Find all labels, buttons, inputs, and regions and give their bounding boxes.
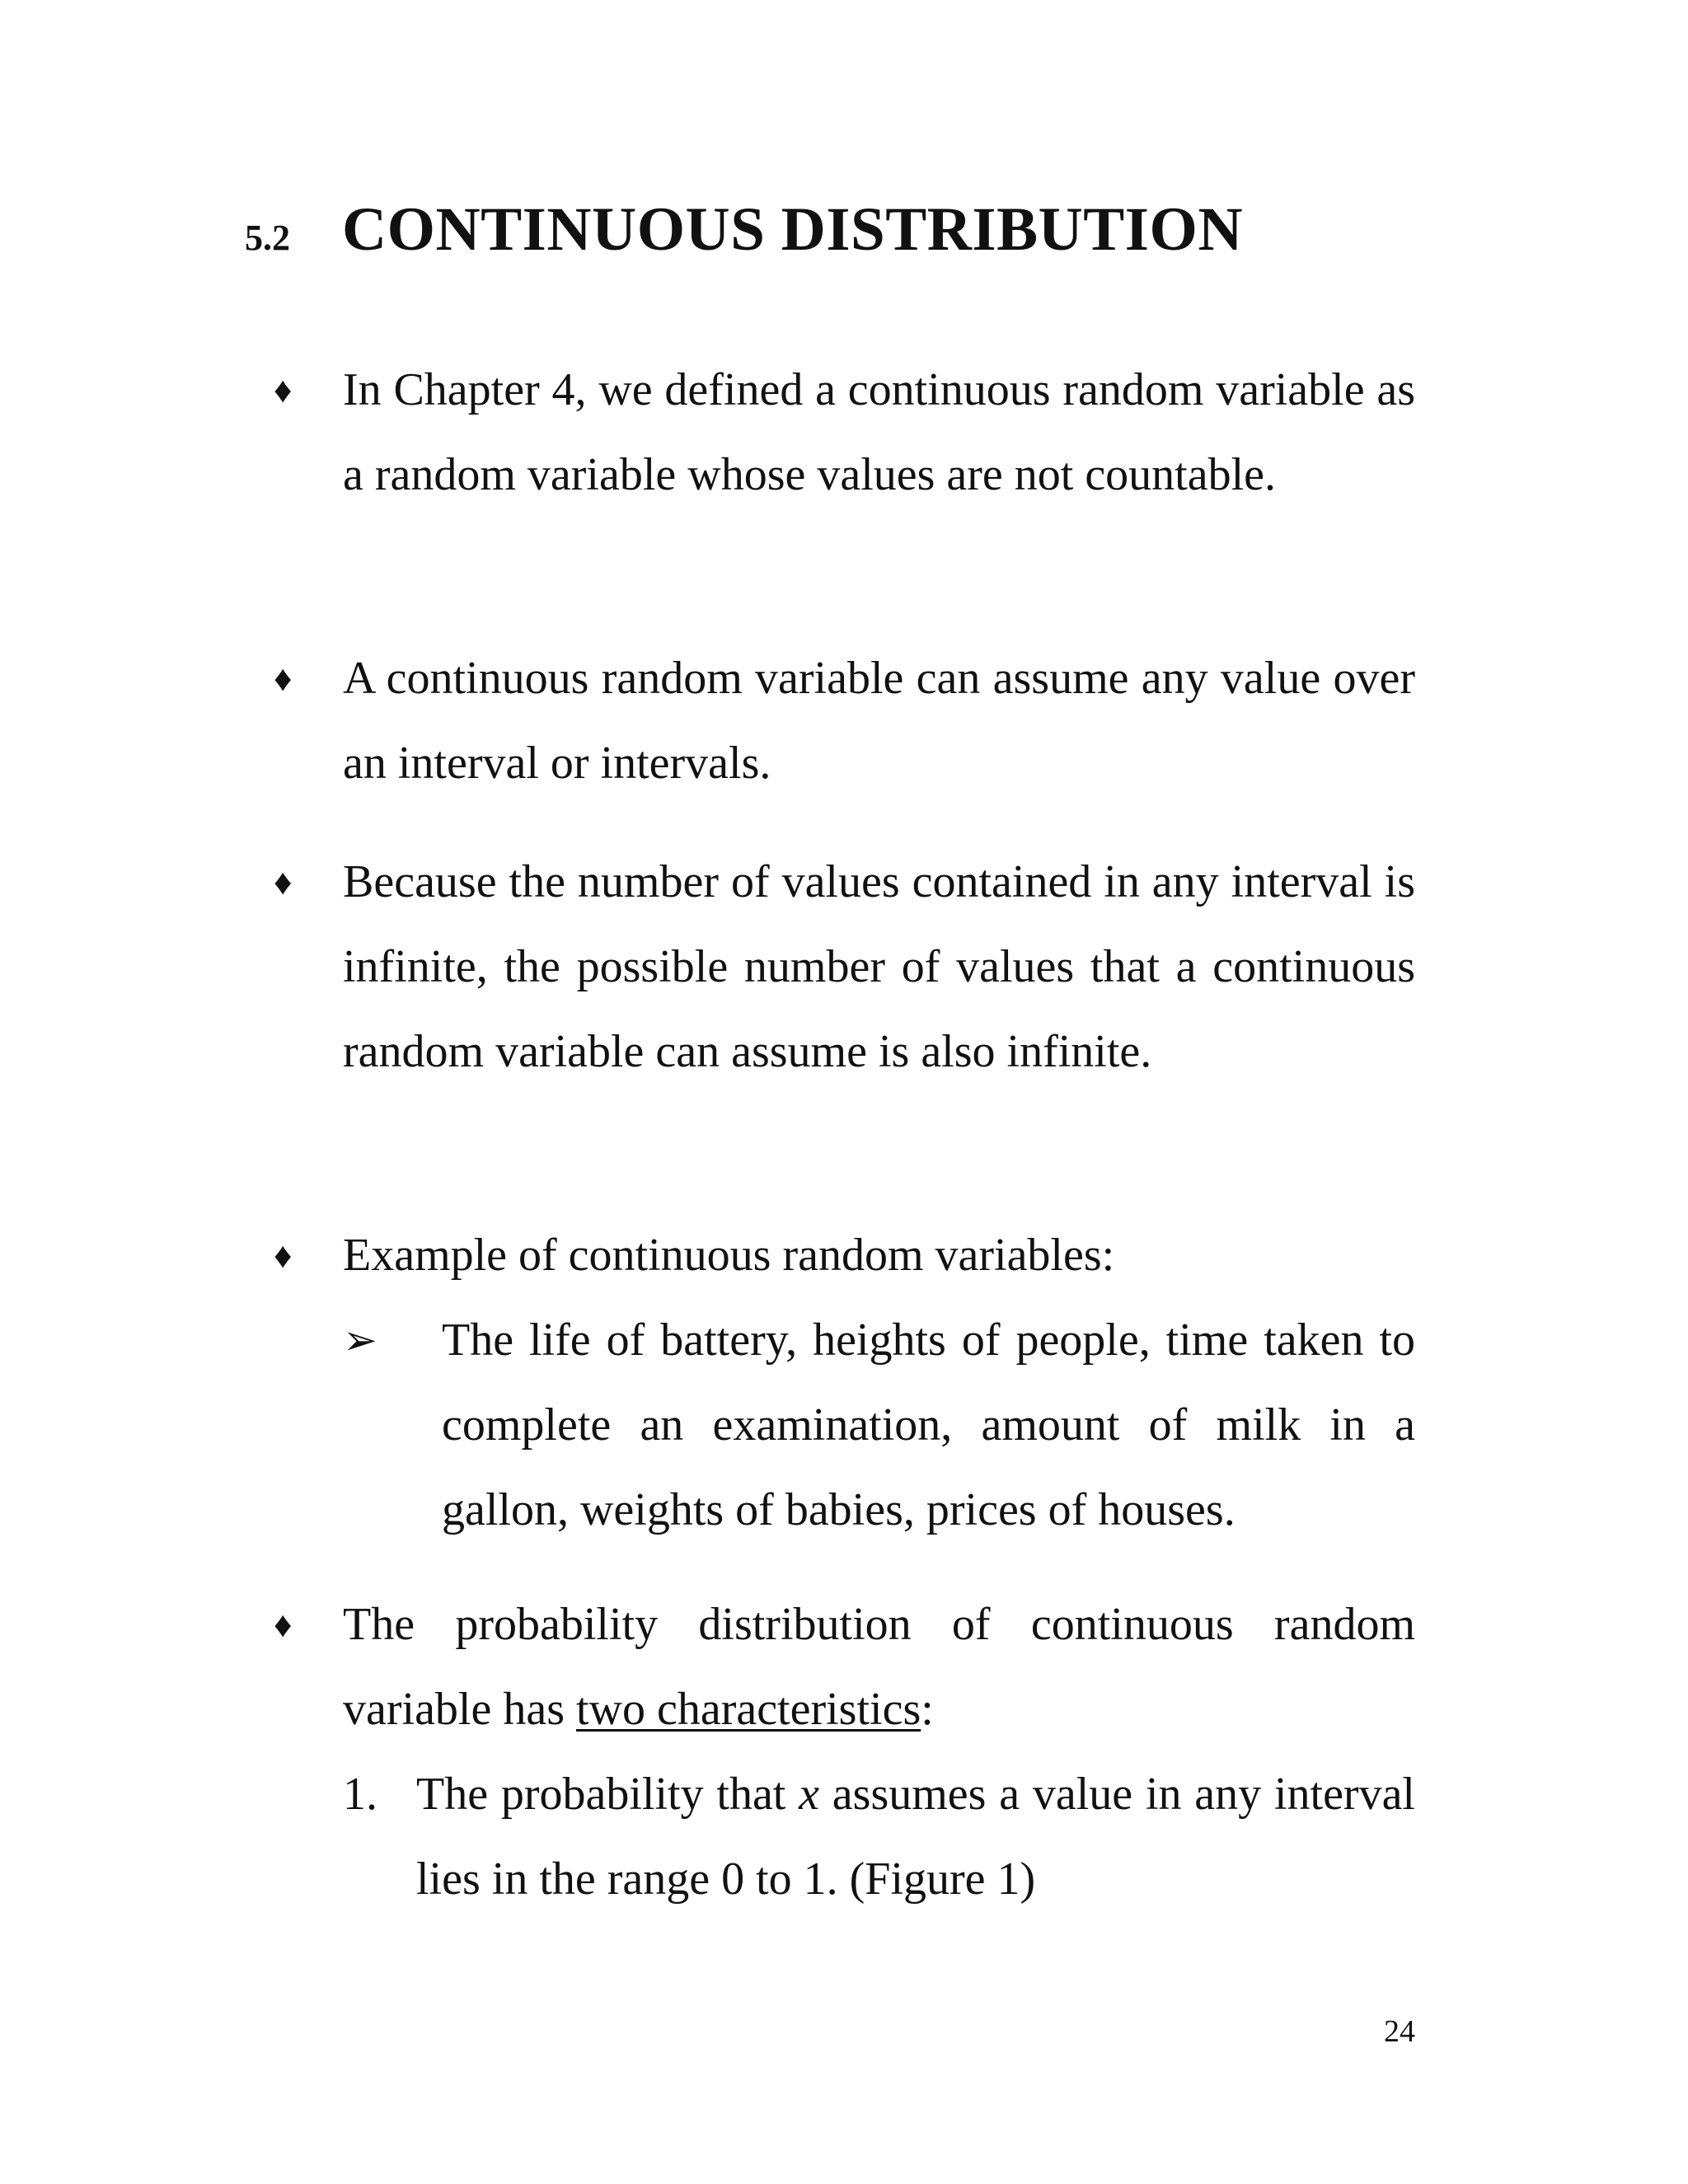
bullet-text-tail: : [921, 1684, 934, 1735]
arrow-bullet-icon: ➢ [343, 1317, 377, 1363]
section-number: 5.2 [245, 218, 290, 258]
bullet-item [274, 1582, 1415, 1752]
diamond-bullet-icon: ♦ [274, 1235, 293, 1276]
bullet-text: A continuous random variable can assume any value over an interval or intervals. [343, 653, 1415, 789]
bullet-item [274, 840, 1415, 1094]
item-number: 1. [343, 1769, 377, 1820]
item-text-tail: assumes a value in any interval lies in the range 0 to 1. (Figure 1) [416, 1769, 1415, 1905]
bullet-item [274, 636, 1415, 806]
numbered-item [343, 1752, 1415, 1922]
bullet-item [274, 348, 1415, 518]
sub-bullet-item [343, 1298, 1415, 1553]
bullet-text: Because the number of values contained in any interval is infinite, the possible number of values that a continuous random variable can assume is also infinite. [343, 856, 1415, 1077]
diamond-bullet-icon: ♦ [274, 862, 293, 902]
bullet-text: Example of continuous random variables: [343, 1230, 1115, 1281]
section-title: CONTINUOUS DISTRIBUTION [342, 195, 1243, 264]
bullet-text-lead: The probability distribution of continuous random variable has [343, 1599, 1415, 1735]
underlined-phrase: two characteristics [575, 1684, 921, 1735]
diamond-bullet-icon: ♦ [274, 370, 293, 410]
diamond-bullet-icon: ♦ [274, 658, 293, 699]
numbered-item-text [416, 1752, 1415, 1922]
diamond-bullet-icon: ♦ [274, 1605, 293, 1645]
bullet-item [274, 1213, 1415, 1298]
section-heading [245, 194, 1243, 265]
item-text-lead: The probability that [416, 1769, 799, 1820]
sub-bullet-text: The life of battery, heights of people, time taken to complete an examination, amount of milk in a gallon, weights of babies, prices of houses. [442, 1315, 1415, 1535]
bullet-text: In Chapter 4, we defined a continuous random variable as a random variable whose values are not countable. [343, 364, 1415, 500]
page-number: 24 [1384, 2014, 1415, 2049]
math-variable: x [799, 1769, 820, 1820]
bullet-text [343, 1582, 1415, 1752]
